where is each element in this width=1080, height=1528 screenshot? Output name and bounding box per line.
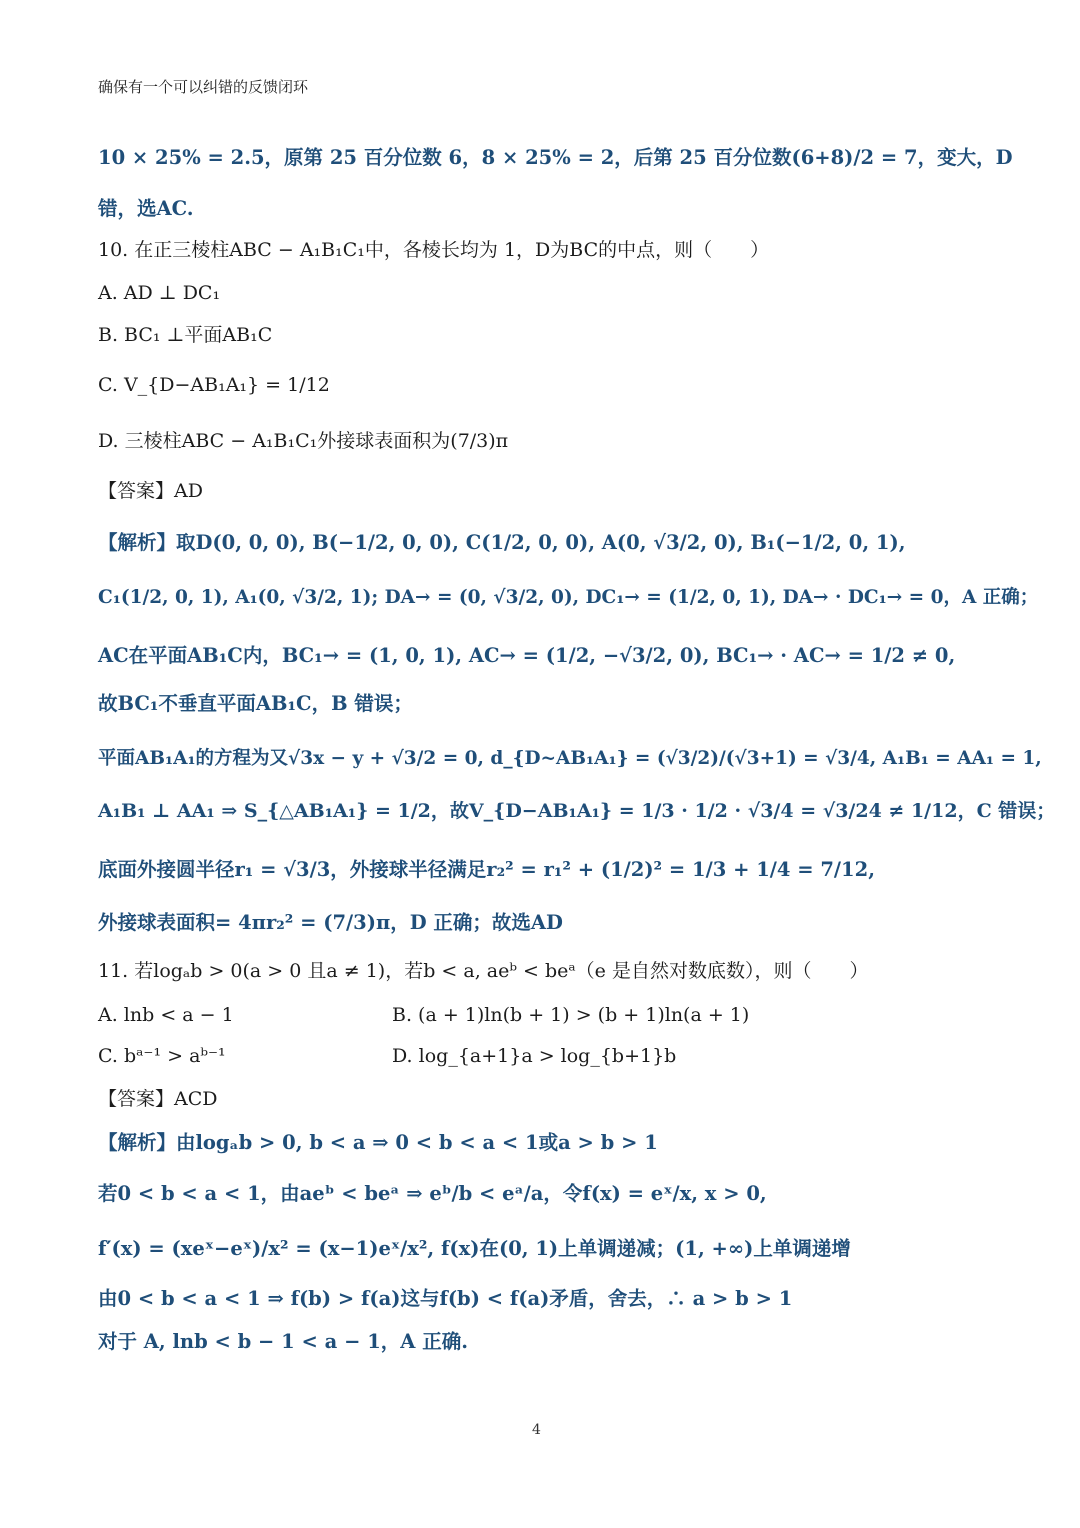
q10-analysis-3: AC在平面AB₁C内，BC₁→ = (1, 0, 1), AC→ = (1/2, −√3/2, 0), BC₁→ · AC→ = 1/2 ≠ 0, [98,644,956,667]
q11-analysis-1: 【解析】由logₐb > 0, b < a ⇒ 0 < b < a < 1或a > b > 1 [98,1131,658,1154]
question-10-stem: 10. 在正三棱柱ABC − A₁B₁C₁中，各棱长均为 1，D为BC的中点，则（ ） [98,239,770,261]
solution-line-1: 10 × 25% = 2.5，原第 25 百分位数 6，8 × 25% = 2，后第 25 百分位数(6+8)/2 = 7，变大，D [98,146,1013,169]
q10-analysis-6: A₁B₁ ⊥ AA₁ ⇒ S_{△AB₁A₁} = 1/2，故V_{D−AB₁A₁} = 1/3 · 1/2 · √3/4 = √3/24 ≠ 1/12，C 错误； [98,800,1056,822]
solution-line-2: 错，选AC. [98,197,194,220]
q11-option-a: A. lnb < a − 1 [98,1004,234,1026]
q10-analysis-7: 底面外接圆半径r₁ = √3/3，外接球半径满足r₂² = r₁² + (1/2)² = 1/3 + 1/4 = 7/12, [98,858,875,881]
q11-option-c: C. bᵃ⁻¹ > aᵇ⁻¹ [98,1045,226,1067]
q10-answer: 【答案】AD [98,480,203,502]
q10-option-d: D. 三棱柱ABC − A₁B₁C₁外接球表面积为(7/3)π [98,430,509,452]
q10-analysis-1: 【解析】取D(0, 0, 0), B(−1/2, 0, 0), C(1/2, 0, 0), A(0, √3/2, 0), B₁(−1/2, 0, 1), [98,531,906,554]
page-number: 4 [532,1422,541,1438]
q11-option-d: D. log_{a+1}a > log_{b+1}b [392,1045,677,1067]
q10-analysis-8: 外接球表面积= 4πr₂² = (7/3)π，D 正确；故选AD [98,911,563,934]
q11-analysis-5: 对于 A, lnb < b − 1 < a − 1，A 正确. [98,1330,468,1353]
page-header: 确保有一个可以纠错的反馈闭环 [98,78,309,96]
q10-option-a: A. AD ⊥ DC₁ [98,282,221,304]
q10-analysis-4: 故BC₁不垂直平面AB₁C，B 错误； [98,692,413,715]
q10-analysis-5: 平面AB₁A₁的方程为又√3x − y + √3/2 = 0, d_{D~AB₁A₁} = (√3/2)/(√3+1) = √3/4, A₁B₁ = AA₁ = 1, [98,748,1042,769]
q11-analysis-4: 由0 < b < a < 1 ⇒ f(b) > f(a)这与f(b) < f(a)矛盾，舍去，∴ a > b > 1 [98,1287,793,1310]
q11-option-b: B. (a + 1)ln(b + 1) > (b + 1)ln(a + 1) [392,1004,750,1026]
q11-analysis-3: f′(x) = (xeˣ−eˣ)/x² = (x−1)eˣ/x², f(x)在(0, 1)上单调递减；(1, +∞)上单调递增 [98,1237,851,1260]
q10-option-b: B. BC₁ ⊥平面AB₁C [98,324,273,346]
q10-option-c: C. V_{D−AB₁A₁} = 1/12 [98,374,330,396]
question-11-stem: 11. 若logₐb > 0(a > 0 且a ≠ 1)，若b < a, aeᵇ < beᵃ（e 是自然对数底数），则（ ） [98,960,869,982]
q10-analysis-2: C₁(1/2, 0, 1), A₁(0, √3/2, 1); DA→ = (0, √3/2, 0), DC₁→ = (1/2, 0, 1), DA→ · DC₁→ = 0，A 正确； [98,587,1039,608]
q11-answer: 【答案】ACD [98,1088,218,1110]
q11-analysis-2: 若0 < b < a < 1，由aeᵇ < beᵃ ⇒ eᵇ/b < eᵃ/a，令f(x) = eˣ/x, x > 0, [98,1182,767,1205]
